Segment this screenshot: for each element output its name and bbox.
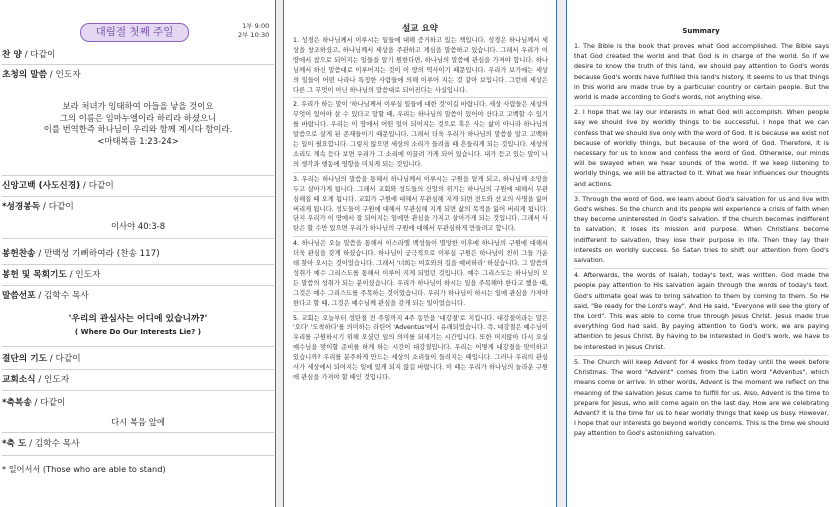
english-paragraph: 5. The Church will keep Advent for 4 weeks from today until the week before Christmas. The word "Advent" comes from the Latin word "Adventus", which means come or arrive. In other words, Advent is the moment we reflect on the meaning of the salvation Jesus came to fulfill for us. Also, Advent is the time to prepare for Jesus, who will come again on the last day. How are we celebrating Advent? It is the time for us to hear worldly things that keep us busy. However, I hope that our interests go beyond worldly concerns. This is the time we should pay attention to God's astonishing salvation. bbox=[574, 358, 829, 438]
divider bbox=[2, 390, 274, 391]
divider bbox=[2, 64, 274, 65]
divider bbox=[2, 455, 274, 456]
divider bbox=[2, 264, 274, 265]
divider bbox=[2, 285, 274, 286]
korean-paragraph: 1. 성경은 하나님께서 이루시는 일들에 대해 증거하고 있는 책입니다. 성경은 하나님께서 세상을 창조하셨고, 하나님께서 세상을 주관하고 계심을 말씀하고 있습니다. 그래서 우리가 이 땅에서 참으로 되어지는 일들을 알기 원한다면, 하나님의 말씀에 관심을 가져야 합니다. 하나님께서 하신 말씀대로 이루어지는 것이 이 땅의 역사이기 때문입니다. 우리가 보기에는 세상의 일들이 어떤 나라나 특정한 사람들에 의해 이루어 지는 것 같아 보입니다. 그런데 세상은 다른 그 무엇이 아닌 하나님의 말씀대로 되어진다는 사실입니다. bbox=[293, 36, 548, 98]
divider bbox=[2, 369, 274, 370]
english-paragraph: 3. Through the word of God, we learn about God's salvation for us and live with God's wishes. So the church and its people will experience a crisis of faith when they become uninterested in God's salvation. If the church becomes indifferent to salvation, it loses its mission and purpose. When Christians become indifferent to salvation, they lose their purpose in life. Then they lay their interests on worldly success. So Satan tries to shift our attention from God's salvation. bbox=[574, 195, 829, 269]
divider bbox=[2, 175, 274, 176]
worship-item-creed: 신앙고백 (사도신경) / 다같이 bbox=[2, 181, 114, 191]
korean-paragraph: 2. 우리가 하는 말이 '하나님께서 이루실 일들에 대한 것'이길 바랍니다. 세상 사람들은 세상의 무엇이 있어야 살 수 있다고 말할 때, 우리는 하나님의 말씀이 있어야 산다고 고백할 수 있기를 바랍니다. 우리는 이 땅에서 어떤 일이 되어지는 것으로 혹은 사는 삶이 아니라 하나님의 말씀으로 살게 된 존재들이기 때문입니다. 그래서 더욱 우리가 하나님의 말씀을 알고 고백하는 일이 필요합니다. 그렇지 않으면 세상의 소리가 들려올 때 흔들리게 되는 것입니다. 세상의 소리도 계속 듣다 보면 우리가 그 소리에 이끌려 가게 되어 있습니다. 내가 듣고 있는 말이 나의 생각과 행동에 영향을 미치게 되는 것입니다. bbox=[293, 100, 548, 172]
divider bbox=[2, 432, 274, 433]
service-times bbox=[238, 22, 269, 39]
sermon-title-block bbox=[2, 314, 274, 337]
korean-summary-body bbox=[293, 36, 548, 387]
korean-summary-panel bbox=[283, 0, 557, 507]
english-paragraph: 2. I hope that we lay our interests in what God will accomplish. When people say we should live by worldly things to be successful, I hope that we can confess that we should live only with the word of God. It is because we exist not because of worldly things, but because of the word of God. Therefore, it is necessary for us to know and confess the word of God. Otherwise, our minds will be swayed when we hear sounds of the world. If we keep listening to worldly things, we will be attracted to it. What we hear influences our thoughts and actions. bbox=[574, 108, 829, 193]
worship-item-offering-hymn: 봉헌찬송 / 만백성 기뻐하여라 (찬송 117) bbox=[2, 249, 160, 259]
korean-paragraph: 5. 교회는 오늘부터 성탄절 전 주일까지 4주 동안을 '대강절'로 지킵니다. 대강절이라는 말은 '오다' '도착하다'를 의미하는 라틴어 'Adventus'에서 유래되었습니다. 즉, 대강절은 예수님이 우리를 구원하시기 위해 오셨던 일의 의미를 되새기는 시간입니다. 또한 머지않아 다시 오실 예수님을 맞이할 준비를 하게 하는 시간이 대강절입니다. 우리는 어떻게 대강절을 맞이하고 있습니까? 우리를 분주하게 만드는 세상의 소리들이 들려지는 때입니다. 그러나 우리의 관심사가 세상에서 되어지는 일에 있게 되지 않길 바랍니다. 이 때는 우리가 하나님의 놀라운 구원에 관심을 가져야 할 때인 것입니다. bbox=[293, 314, 548, 381]
english-summary-body bbox=[574, 42, 829, 444]
invitation-text: 보라 처녀가 잉태하여 아들을 낳을 것이요 그의 이름은 임마누엘이라 하리라 하셨으니 이를 번역한즉 하나님이 우리와 함께 계시다 함이라. <마태복음 1:23-24> bbox=[43, 101, 233, 146]
service-time-2: 2부 10:30 bbox=[238, 30, 270, 39]
english-summary-panel bbox=[566, 0, 835, 507]
divider bbox=[2, 238, 274, 239]
sermon-title: '우리의 관심사는 어디에 있습니까?' bbox=[68, 314, 208, 324]
reading-reference: 이사야 40:3-8 bbox=[110, 221, 166, 231]
english-paragraph: 1. The Bible is the book that proves what God accomplished. The Bible says that God created the world and that God is in charge of the world. So if we desire to know the truth of this land, we should pay attention to God's words because God's words have fulfilled this land's history. It seems to us that things in this world are made true by a particular country or certain people. But the world is made according to God's words, not anything else. bbox=[574, 42, 829, 106]
worship-item-sermon: 말씀선포 / 김학수 목사 bbox=[2, 291, 89, 301]
worship-order-panel bbox=[0, 0, 276, 507]
blessing-song-title: 다시 복음 앞에 bbox=[111, 417, 165, 427]
worship-item-decision-prayer: 결단의 기도 / 다같이 bbox=[2, 354, 81, 364]
worship-item-announcements: 교회소식 / 인도자 bbox=[2, 375, 70, 385]
worship-item-invitation: 초청의 말씀 / 인도자 bbox=[2, 70, 81, 80]
divider bbox=[2, 346, 274, 347]
worship-item-reading: *성경봉독 / 다같이 bbox=[2, 202, 74, 212]
standing-note: * 일어서서 (Those who are able to stand) bbox=[2, 464, 166, 474]
worship-item-praise: 찬 양 / 다같이 bbox=[2, 50, 56, 60]
korean-summary-title: 설교 요약 bbox=[402, 24, 438, 34]
service-time-1: 1부 9:00 bbox=[242, 22, 270, 30]
worship-item-offering-prayer: 봉헌 및 목회기도 / 인도자 bbox=[2, 270, 101, 280]
english-summary-title: Summary bbox=[682, 27, 720, 35]
worship-title-badge: 대림절 첫째 주일 bbox=[80, 23, 189, 42]
worship-item-benediction: *축 도 / 김학수 목사 bbox=[2, 439, 80, 449]
korean-paragraph: 4. 하나님은 오늘 말씀을 통해서 이스라엘 백성들이 멸망한 이후에 하나님의 구원에 대해서 더욱 관심을 갖게 하셨습니다. 하나님이 궁극적으로 이루실 구원은 하나님이 친히 그들 가운데 찾아 오시는 것이었습니다. 그래서 '너희는 여호와의 길을 예비하라' 하셨습니다. 그 말씀의 성취가 예수 그리스도를 통해서 이루어 지게 되었던 것입니다. 예수 그리스도는 하나님의 모든 말씀의 성취가 되는 분이셨습니다. 우리가 하나님이 하시는 일을 주목해야 한다고 했을 때, 그것은 예수 그리스도를 주목하는 것이었습니다. 우리가 하나님이 하시는 일에 관심을 가져야 한다고 할 때, 그것은 예수님께 관심을 갖게 되는 일이었습니다. bbox=[293, 239, 548, 311]
divider bbox=[2, 196, 274, 197]
korean-paragraph: 3. 우리는 하나님의 말씀을 통해서 하나님께서 이루시는 구원을 알게 되고, 하나님께 소망을 두고 살아가게 됩니다. 그래서 교회와 성도들의 신앙의 위기는 하나님의 구원에 대해서 무관심해질 때 오게 됩니다. 교회가 구원에 대해서 무관심해 지게 되면 전도와 선교의 사명을 잃어 버리게 됩니다. 성도들이 구원에 대해서 무관심해 지게 되면 삶의 목적을 잃어 버리게 됩니다. 단지 우리가 이 땅에서 잘 되어지는 일에만 관심을 가지고 살아가게 되는 것입니다. 그래서 사탄은 할 수만 있으면 우리가 하나님의 구원에 대해서 무관심하게 만들려고 합니다. bbox=[293, 175, 548, 237]
sermon-title-english: ( Where Do Our Interests Lie? ) bbox=[74, 326, 202, 336]
worship-item-blessing-song: *축복송 / 다같이 bbox=[2, 398, 66, 408]
english-paragraph: 4. Afterwards, the words of Isaiah, today's text, was written. God made the people pay attention to His salvation again through the words of today's text. God's ultimate goal was to bring salvation to them by coming to them. So He said, "Be ready for the Lord's way". And He said, "Everyone will see the glory of the Lord". This was able to come true through Jesus Christ. Jesus made true everything God had said. By paying attention to God's work, we are paying attention to Jesus Christ. By having to be interested in God's work, we have to be interested in Jesus Christ. bbox=[574, 271, 829, 356]
